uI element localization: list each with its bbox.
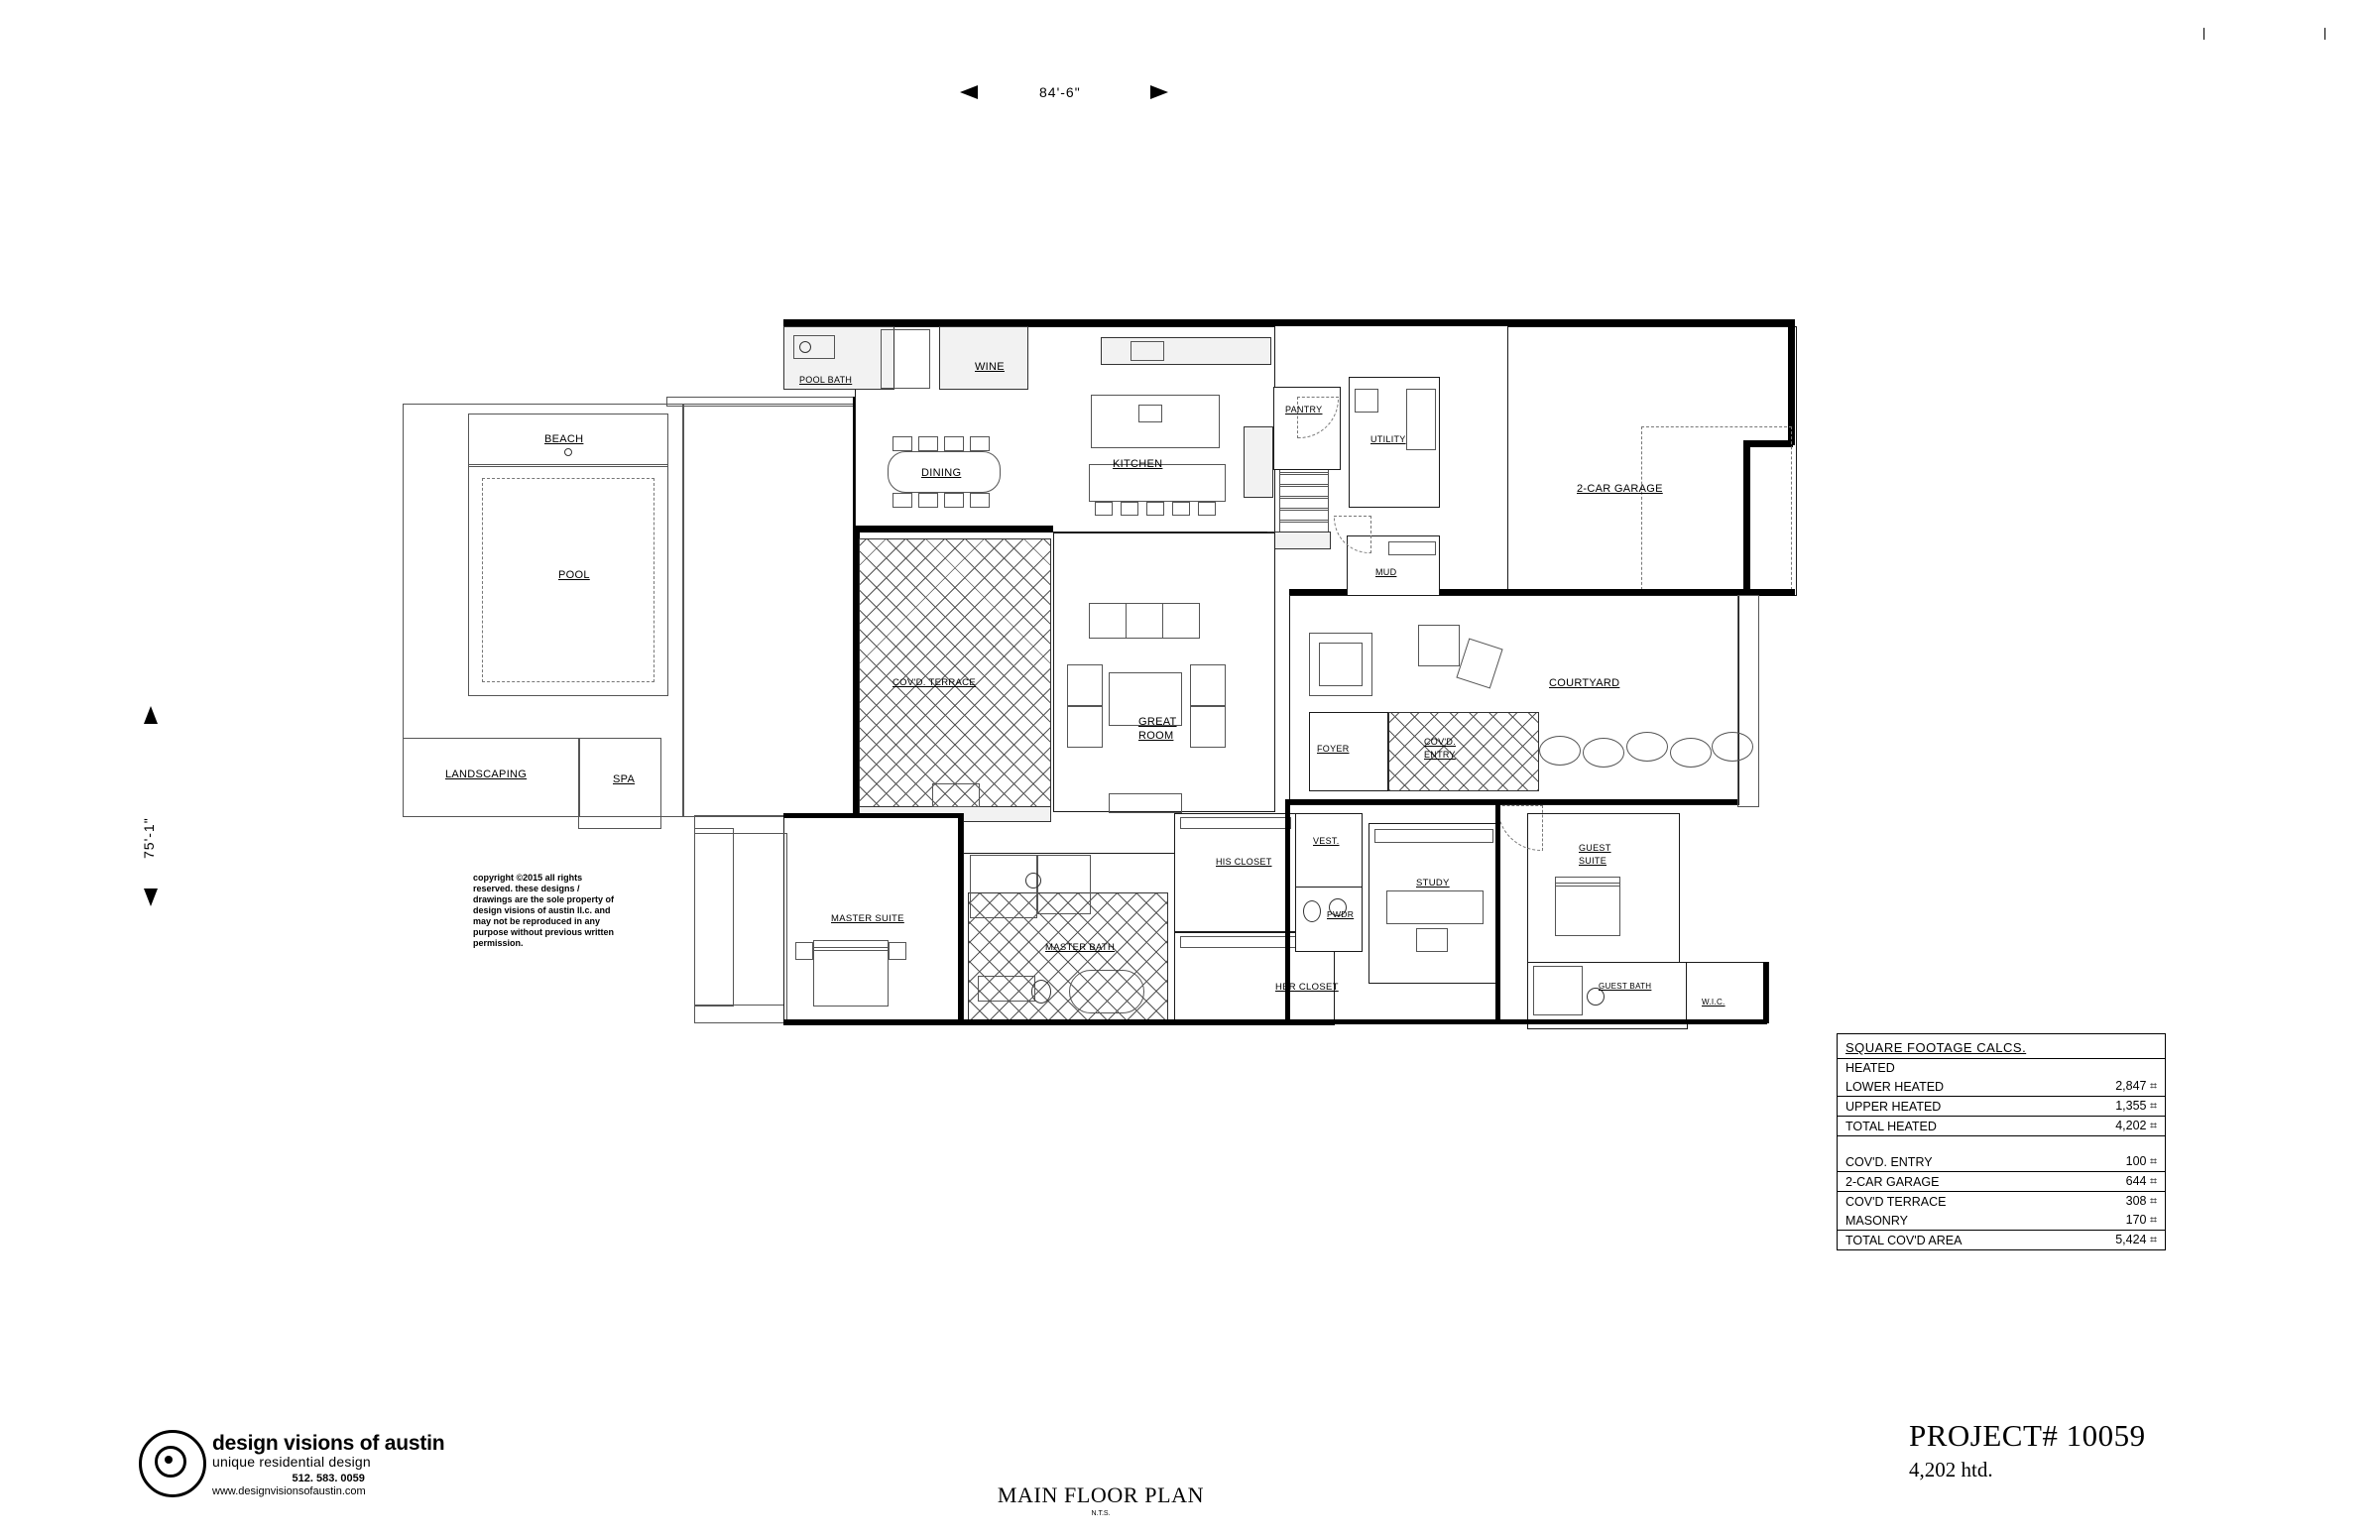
sheet-title-text: MAIN FLOOR PLAN [997,1482,1205,1507]
room-label-wine: WINE [975,361,1005,373]
dimension-arrow-left [960,85,978,99]
wall-vertical-master [958,813,963,1023]
table-row [1838,1192,2165,1212]
table-row [1838,1211,2165,1231]
great-room-media-wall [1109,793,1182,813]
kitchen-stool-2 [1121,502,1138,516]
master-window-bay [694,833,787,1023]
dimension-arrow-right [1150,85,1168,99]
stepping-stone-4 [1670,738,1712,768]
dining-chair-7 [944,493,964,508]
master-vanity [978,976,1035,1002]
sf-row-value: 1,355 ⌗ [2066,1097,2165,1117]
dining-chair-3 [944,436,964,451]
stair-tread-3 [1279,472,1329,475]
room-label-powder: PWDR [1327,909,1355,919]
stepping-stone-1 [1539,736,1581,766]
company-tagline: unique residential design [212,1454,371,1470]
master-nightstand-1 [795,942,813,960]
kitchen-range-icon [1130,341,1164,361]
table-row [1838,1077,2165,1097]
kitchen-stool-1 [1095,502,1113,516]
utility-counter [1406,389,1436,450]
sf-row-value: 170 ⌗ [2066,1211,2165,1231]
kitchen-stool-3 [1146,502,1164,516]
sf-row-label: UPPER HEATED [1838,1097,2066,1117]
room-label-master-suite: MASTER SUITE [831,913,904,924]
pool-bath-sink-icon [799,341,811,353]
room-label-covd-entry: COV'D. [1424,737,1457,747]
room-label-guest-suite-2: SUITE [1579,856,1607,866]
kitchen-stool-5 [1198,502,1216,516]
room-label-vest: VEST. [1313,836,1340,846]
copyright-note: copyright ©2015 all rights reserved. these designs / drawings are the sole property of design visions of austin ll.c. and may not be reproduced in any purpose without previous written permission. [473,873,615,948]
company-website[interactable]: www.designvisionsofaustin.com [212,1485,366,1497]
courtyard-planter-1 [1418,625,1460,666]
stepping-stone-2 [1583,738,1624,768]
room-label-utility: UTILITY [1370,434,1406,444]
room-label-guest-suite: GUEST [1579,843,1611,853]
dining-chair-6 [918,493,938,508]
master-bed-headboard [813,940,889,951]
guest-bed [1555,883,1620,936]
square-footage-section-label: HEATED [1845,1061,1895,1075]
master-suite-wall-north [783,813,962,818]
room-label-great-room-2: ROOM [1138,730,1174,742]
room-label-courtyard: COURTYARD [1549,677,1620,689]
stair-tread-6 [1279,508,1329,511]
sf-row-value: 4,202 ⌗ [2066,1117,2165,1136]
dimension-arrow-down [144,888,158,906]
vestibule-room [1295,813,1363,888]
spiral-logo-icon [139,1430,206,1497]
room-label-pantry: PANTRY [1285,405,1323,415]
sf-row-label: TOTAL HEATED [1838,1117,2066,1136]
room-label-dining: DINING [921,467,962,479]
room-label-mud: MUD [1375,567,1397,577]
sf-row-value: 100 ⌗ [2066,1152,2165,1172]
site-paving-west [682,404,857,817]
master-toilet-icon [1031,980,1051,1004]
dimension-arrow-up [144,706,158,724]
kitchen-stool-4 [1172,502,1190,516]
beach-drain-icon [564,448,572,456]
room-label-pool: POOL [558,569,590,581]
master-tub [1069,970,1144,1013]
wall-between-entry-and-wing [1495,799,1500,1023]
sf-row-label: 2-CAR GARAGE [1838,1172,2066,1192]
table-row [1838,1152,2165,1172]
guest-shower [1533,966,1583,1015]
study-bookcase [1374,829,1493,843]
wall-kitchen-south [855,526,1053,533]
garage-door-swing [1641,426,1792,595]
stair-landing [1267,532,1331,549]
room-label-landscaping: LANDSCAPING [445,769,528,780]
table-row [1838,1231,2165,1250]
dining-chair-4 [970,436,990,451]
exterior-wall-north [783,319,1795,326]
great-room-sofa-north-seg1 [1089,603,1127,639]
sf-row-label: COV'D. ENTRY [1838,1152,2066,1172]
room-label-garage: 2-CAR GARAGE [1577,483,1663,495]
square-footage-title: SQUARE FOOTAGE CALCS. [1845,1040,2027,1055]
guest-door-swing [1497,805,1543,851]
stair-tread-5 [1279,496,1329,499]
courtyard-wall-south [1289,799,1737,804]
great-room-chair-west [1067,664,1103,706]
room-label-spa: SPA [613,773,636,785]
room-label-beach: BEACH [544,433,584,445]
great-room-chair-east2 [1190,706,1226,748]
project-number: PROJECT# 10059 [1909,1418,2146,1453]
kitchen-island-sink-icon [1138,405,1162,422]
his-closet-room [1174,813,1297,932]
great-room-sofa-north-seg2 [1126,603,1163,639]
room-label-covd-entry-2: ENTRY [1424,750,1456,760]
covered-entry [1388,712,1539,791]
sf-row-label: LOWER HEATED [1838,1077,2066,1097]
south-wall-wing [783,1019,1767,1024]
utility-appliance-1 [1355,389,1378,413]
room-label-kitchen: KITCHEN [1113,458,1163,470]
company-phone: 512. 583. 0059 [292,1473,365,1484]
sf-row-value: 2,847 ⌗ [2066,1077,2165,1097]
master-bath-closet-north [1037,855,1091,914]
stair-tread-7 [1279,520,1329,523]
sf-row-value: 5,424 ⌗ [2115,1233,2157,1246]
room-label-pool-bath: POOL BATH [799,375,853,385]
pool-bath-closet [881,329,930,389]
his-closet-shelf [1180,817,1291,829]
company-name: design visions of austin [212,1432,445,1455]
overall-width-dimension: 84'-6" [1039,84,1081,100]
sf-row-value: 644 ⌗ [2066,1172,2165,1192]
great-room-sofa-north-seg3 [1162,603,1200,639]
east-wall-wing [1763,962,1768,1023]
room-label-master-bath: MASTER BATH [1045,942,1116,953]
sheet-title-block [972,1482,1230,1517]
stepping-stone-3 [1626,732,1668,762]
powder-toilet-icon [1303,900,1321,922]
square-footage-table [1837,1033,2166,1250]
room-label-covd-terrace: COV'D. TERRACE [892,677,976,688]
dining-chair-1 [892,436,912,451]
mud-door-swing [1334,516,1371,553]
room-label-foyer: FOYER [1317,744,1350,754]
registration-tick-top-left [2203,28,2204,40]
sf-row-label: MASONRY [1838,1211,2066,1231]
room-label-great-room: GREAT [1138,716,1177,728]
room-label-guest-bath: GUEST BATH [1599,982,1652,991]
courtyard-east-edge [1737,595,1759,807]
sf-row-value: 308 ⌗ [2125,1194,2157,1208]
project-heated-area: 4,202 htd. [1909,1458,1993,1481]
courtyard-water-inner [1319,643,1363,686]
master-nightstand-2 [889,942,906,960]
covered-terrace [859,538,1051,808]
wine-room [939,326,1028,390]
room-label-her-closet: HER CLOSET [1275,982,1339,993]
kitchen-fridge [1244,426,1273,498]
table-row [1838,1097,2165,1117]
registration-tick-top-right [2324,28,2325,40]
wic-room [1686,962,1769,1023]
room-label-study: STUDY [1416,878,1450,888]
project-info-block [1909,1418,2146,1482]
dining-chair-8 [970,493,990,508]
master-bed [813,947,889,1007]
room-label-his-closet: HIS CLOSET [1216,857,1272,867]
guest-bed-headboard [1555,877,1620,887]
study-desk [1386,890,1484,924]
terrace-fireplace [932,783,980,807]
study-chair [1416,928,1448,952]
great-room-chair-west2 [1067,706,1103,748]
master-bath-sink-icon [1025,873,1041,888]
kitchen-counter-north [1101,337,1271,365]
mud-bench [1388,541,1436,555]
sf-row-label: TOTAL COV'D AREA [1845,1233,1963,1247]
sheet-scale-note: N.T.S. [1091,1510,1111,1517]
table-row [1838,1117,2165,1136]
overall-height-dimension: 75'-1" [141,817,157,859]
great-room-chair-east [1190,664,1226,706]
dining-chair-2 [918,436,938,451]
table-row [1838,1172,2165,1192]
sf-row-label: COV'D TERRACE [1845,1194,1947,1209]
room-label-wic: W.I.C. [1702,998,1726,1007]
dining-chair-5 [892,493,912,508]
stair-tread-4 [1279,484,1329,487]
